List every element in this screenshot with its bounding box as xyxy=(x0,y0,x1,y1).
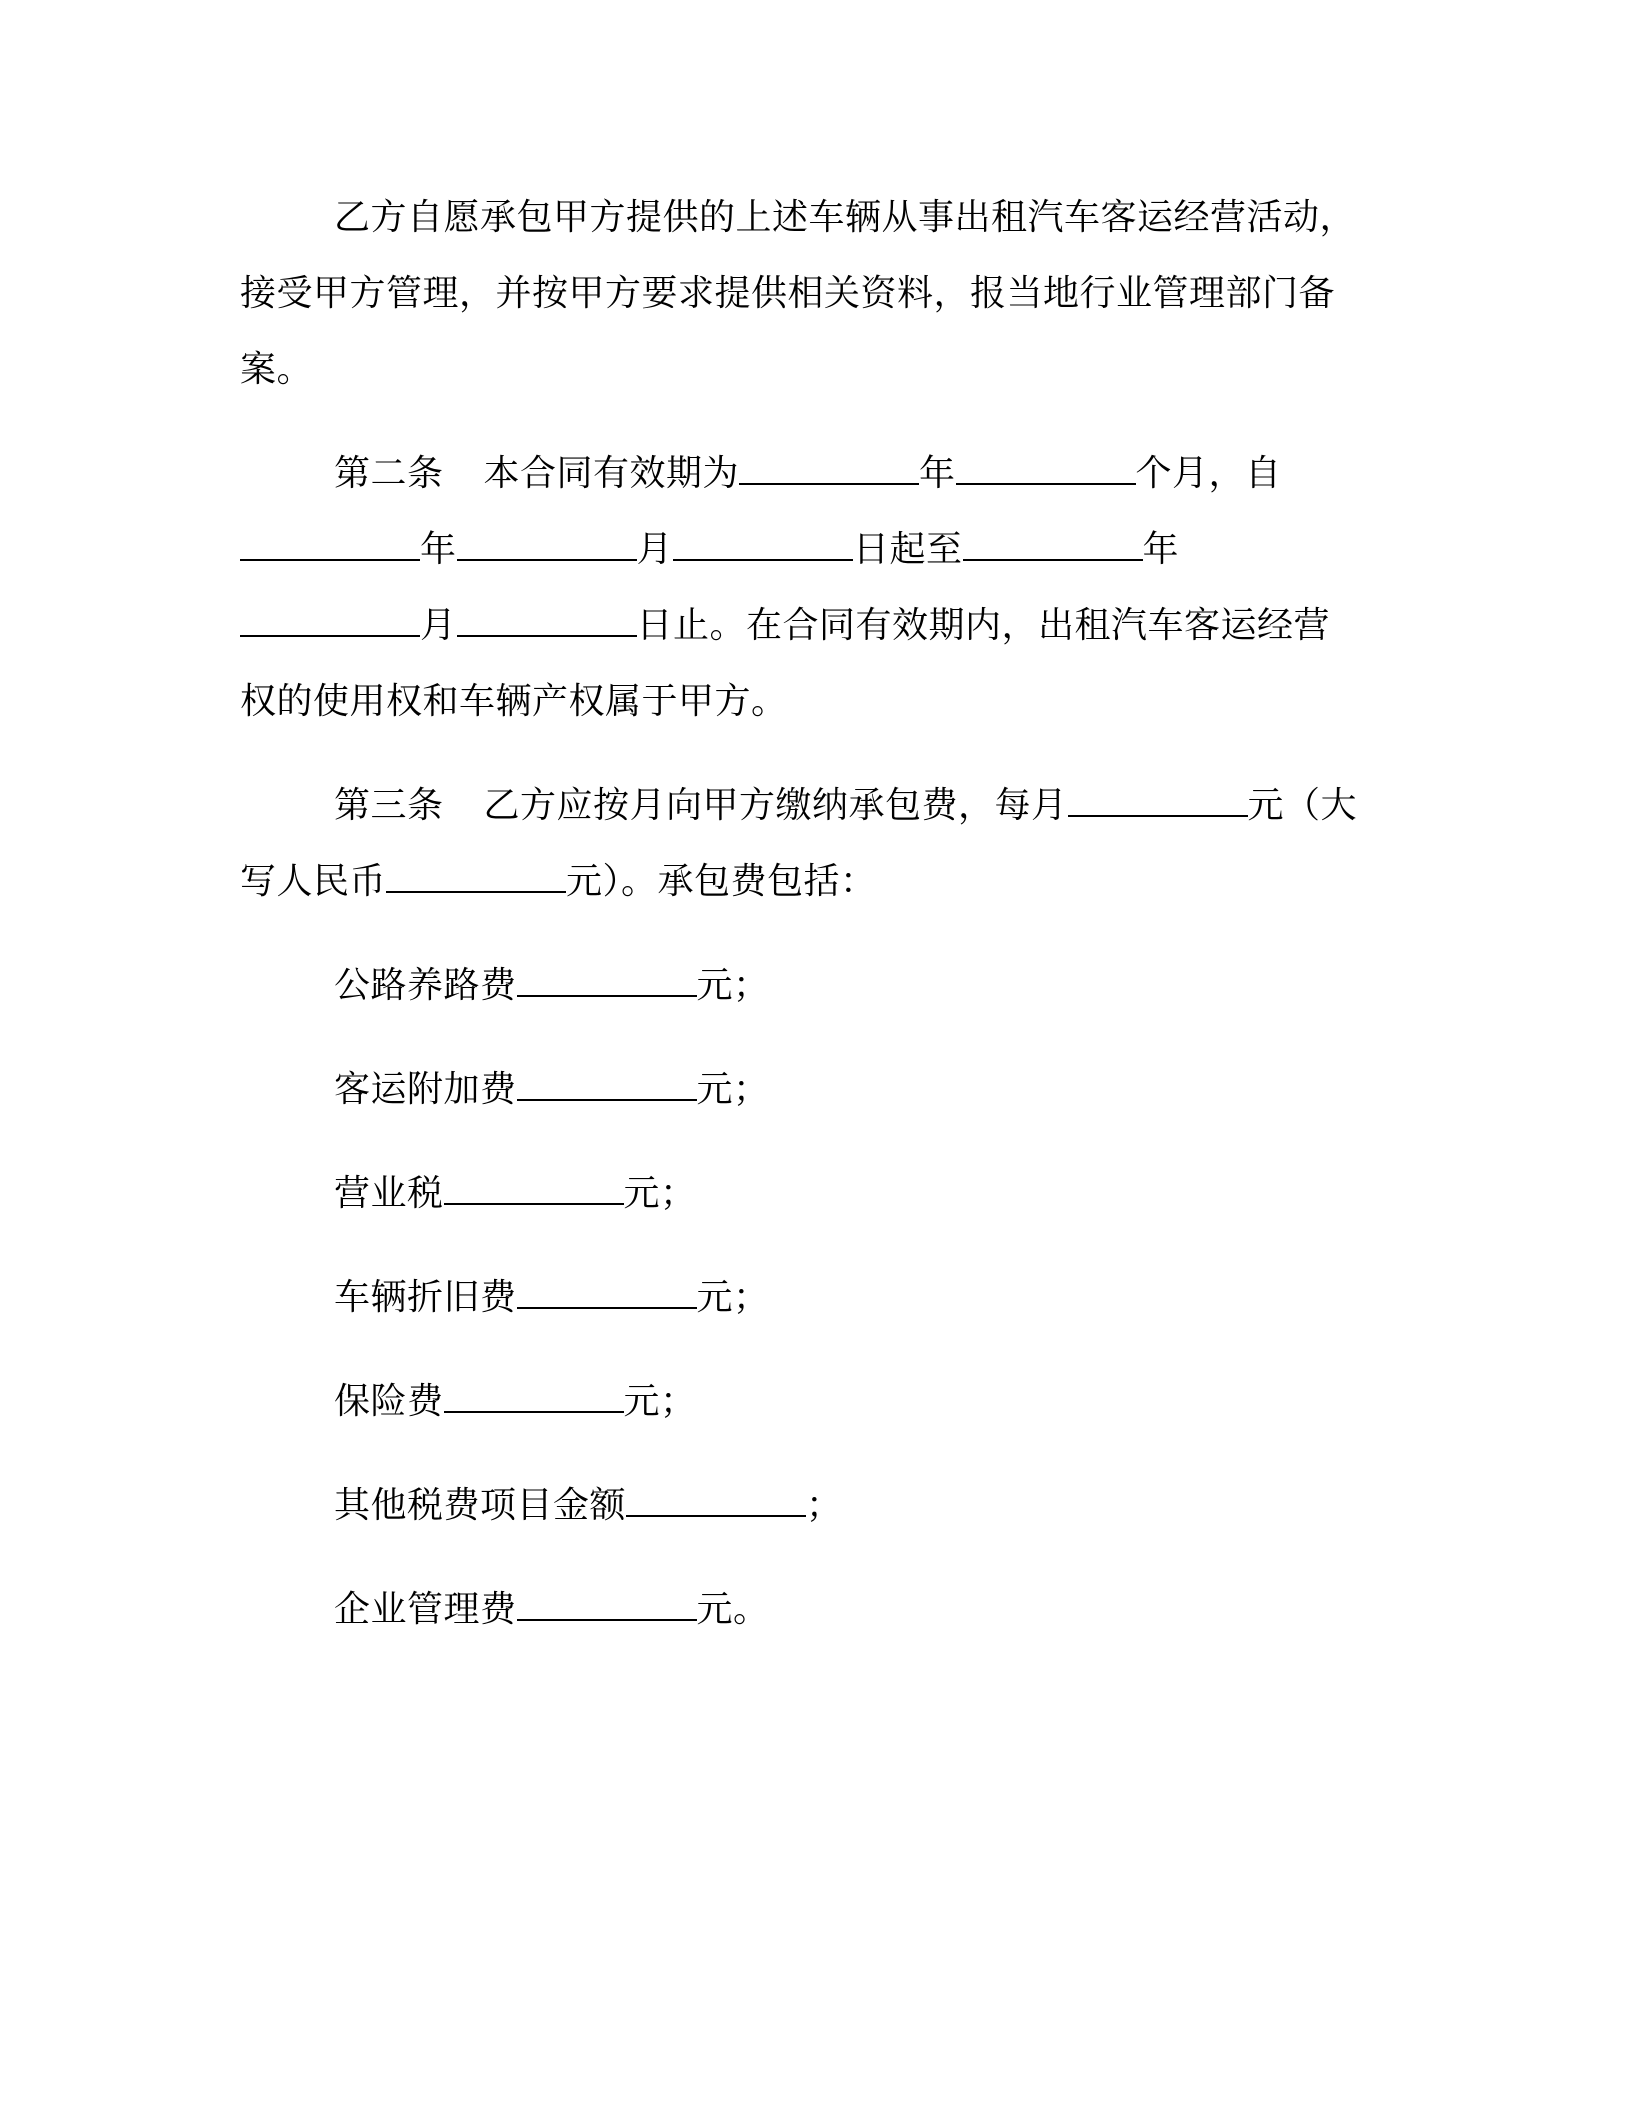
article2-line1: 第二条 本合同有效期为 年 个月，自 xyxy=(334,453,1282,494)
blank-field xyxy=(517,1069,697,1101)
paragraph1-line3: 案。 xyxy=(240,349,314,390)
blank-field xyxy=(956,453,1136,485)
blank-field xyxy=(517,1589,697,1621)
fee-item-business-tax: 营业税 元； xyxy=(334,1173,697,1214)
blank-field xyxy=(444,1381,624,1413)
article2-line2: 年 月 日起至 年 xyxy=(240,528,1179,572)
blank-field xyxy=(240,605,420,637)
fee-item-vehicle-depreciation: 车辆折旧费 元； xyxy=(334,1277,770,1318)
article2-line3: 月 日止。在合同有效期内，出租汽车客运经营 xyxy=(240,604,1330,648)
blank-field xyxy=(1068,785,1248,817)
article2-heading: 第二条 xyxy=(334,453,444,494)
article3-heading: 第三条 xyxy=(334,785,444,826)
blank-field xyxy=(673,529,853,561)
blank-field xyxy=(739,453,919,485)
article3-line2: 写人民币 元）。承包费包括： xyxy=(240,861,877,902)
paragraph1-line2: 接受甲方管理，并按甲方要求提供相关资料，报当地行业管理部门备 xyxy=(240,273,1336,314)
blank-field xyxy=(963,529,1143,561)
blank-field xyxy=(240,529,420,561)
fee-item-insurance: 保险费 元； xyxy=(334,1381,697,1422)
fee-item-road-maintenance: 公路养路费 元； xyxy=(334,965,770,1006)
fee-item-other-taxes: 其他税费项目金额 ； xyxy=(334,1485,843,1526)
paragraph1-line1: 乙方自愿承包甲方提供的上述车辆从事出租汽车客运经营活动， xyxy=(334,197,1357,238)
article2-text: 本合同有效期为 xyxy=(483,453,740,494)
article2-line4: 权的使用权和车辆产权属于甲方。 xyxy=(240,681,788,722)
blank-field xyxy=(517,965,697,997)
blank-field xyxy=(444,1173,624,1205)
blank-field xyxy=(626,1485,806,1517)
blank-field xyxy=(457,529,637,561)
blank-field xyxy=(517,1277,697,1309)
fee-item-passenger-surcharge: 客运附加费 元； xyxy=(334,1069,770,1110)
blank-field xyxy=(457,605,637,637)
fee-item-management: 企业管理费 元。 xyxy=(334,1589,770,1630)
article3-line1: 第三条 乙方应按月向甲方缴纳承包费，每月 元（大 xyxy=(334,785,1358,826)
blank-field xyxy=(386,861,566,893)
